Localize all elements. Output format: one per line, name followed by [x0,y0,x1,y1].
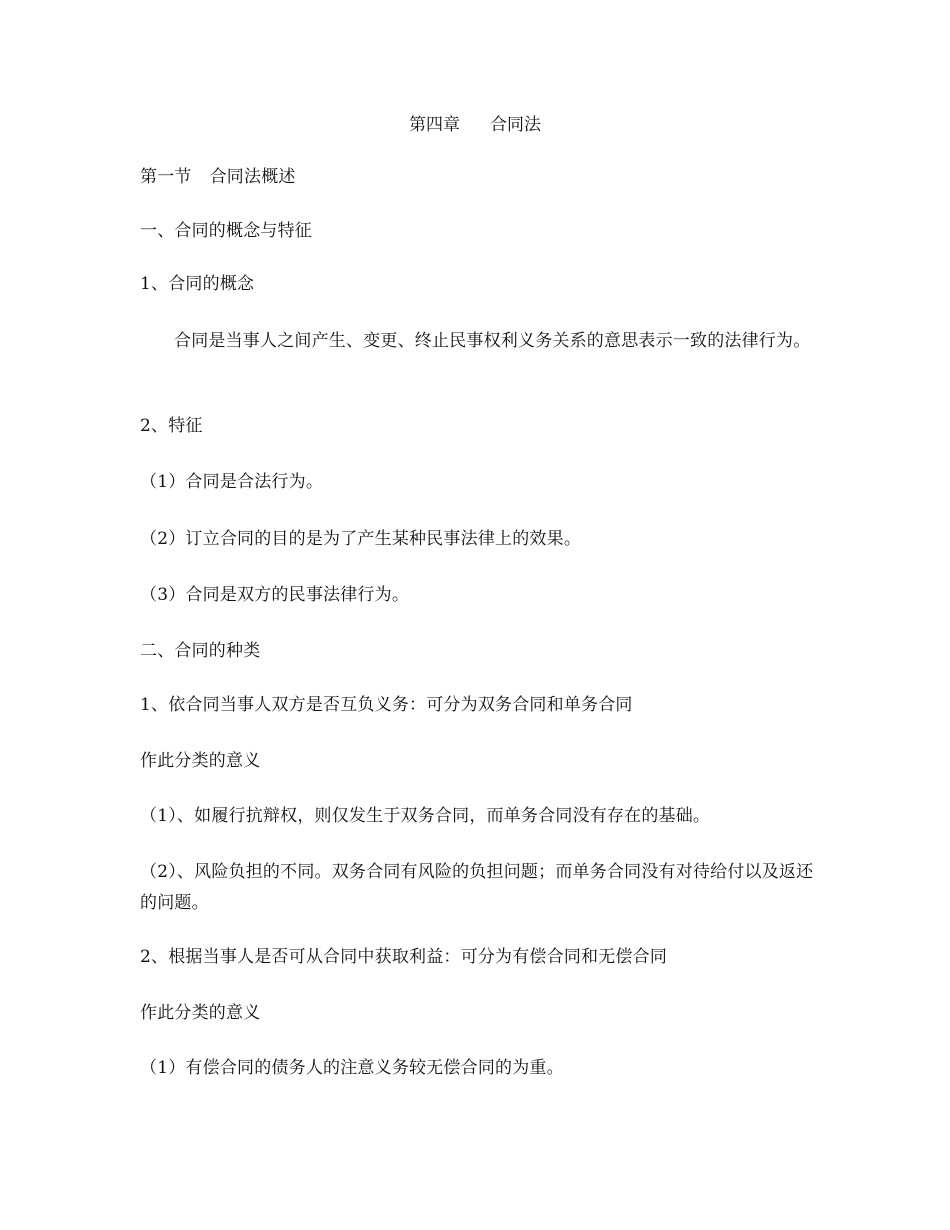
list-item-feature-1: （1）合同是合法行为。 [140,472,324,492]
chapter-heading [0,110,950,141]
list-item-significance-2-1: （1）有偿合同的债务人的注意义务较无偿合同的为重。 [140,1058,564,1078]
section-title: 合同法概述 [209,167,296,187]
label-classification-significance-1: 作此分类的意义 [140,751,261,771]
chapter-title: 合同法 [490,115,541,135]
list-item-feature-3: （3）合同是双方的民事法律行为。 [140,585,410,605]
subheading-features: 2、特征 [140,416,203,436]
list-item-feature-2: （2）订立合同的目的是为了产生某种民事法律上的效果。 [140,529,582,549]
label-classification-significance-2: 作此分类的意义 [140,1003,261,1023]
section-number: 第一节 [140,167,192,187]
section-heading [140,162,815,193]
list-item-significance-1-2: （2）、风险负担的不同。双务合同有风险的负担问题；而单务合同没有对待给付以及返还的问题。 [140,862,814,913]
heading-concept-and-features: 一、合同的概念与特征 [140,221,312,241]
subheading-bilateral-unilateral: 1、依合同当事人双方是否互负义务：可分为双务合同和单务合同 [140,695,633,715]
list-item-significance-1-1: （1）、如履行抗辩权，则仅发生于双务合同，而单务合同没有存在的基础。 [140,806,711,826]
subheading-onerous-gratuitous: 2、根据当事人是否可从合同中获取利益：可分为有偿合同和无偿合同 [140,947,668,967]
heading-contract-types: 二、合同的种类 [140,641,261,661]
subheading-contract-concept: 1、合同的概念 [140,274,255,294]
paragraph-contract-definition: 合同是当事人之间产生、变更、终止民事权利义务关系的意思表示一致的法律行为。 [174,331,811,351]
chapter-number: 第四章 [409,115,460,135]
